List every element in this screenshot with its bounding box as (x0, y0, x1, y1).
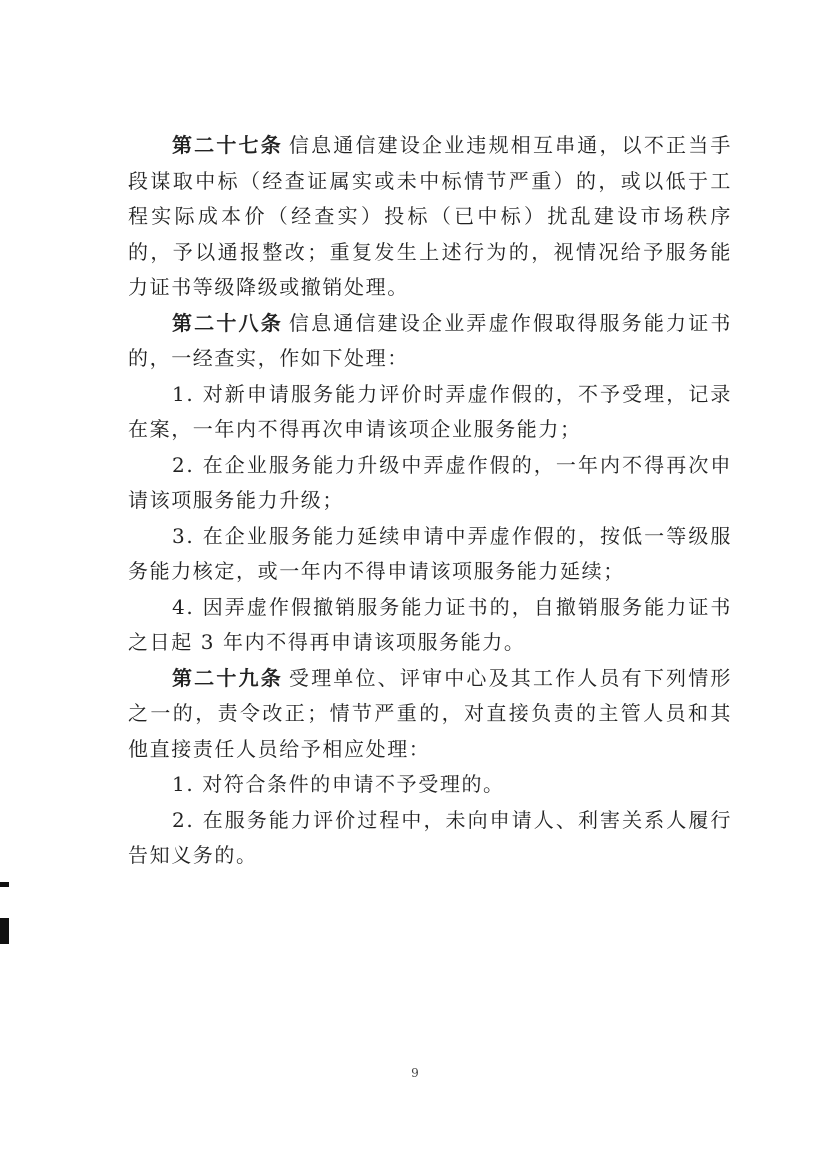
list-item-28-2 (128, 448, 732, 519)
list-item-28-3 (128, 519, 732, 590)
paragraph-text: 4. 因弄虚作假撤销服务能力证书的，自撤销服务能力证书之日起 3 年内不得再申请该项服务能力。 (128, 594, 732, 654)
scan-edge-mark (0, 918, 9, 944)
article-number: 第二十八条 (172, 310, 283, 335)
list-item-28-4 (128, 590, 732, 661)
paragraph-text: 信息通信建设企业违规相互串通，以不正当手段谋取中标（经查证属实或未中标情节严重）的，或以低于工程实际成本价（经查实）投标（已中标）扰乱建设市场秩序的，予以通报整改；重复发生上述行为的，视情况给予服务能力证书等级降级或撤销处理。 (128, 133, 733, 299)
paragraph-text: 3. 在企业服务能力延续申请中弄虚作假的，按低一等级服务能力核定，或一年内不得申请该项服务能力延续； (128, 523, 732, 583)
list-item-29-2 (128, 803, 732, 874)
paragraph-article-29 (128, 661, 732, 768)
list-item-28-1 (128, 377, 732, 448)
paragraph-text: 2. 在企业服务能力升级中弄虚作假的，一年内不得再次申请该项服务能力升级； (128, 452, 732, 512)
article-number: 第二十七条 (172, 133, 283, 157)
article-number: 第二十九条 (172, 665, 283, 690)
document-body (128, 128, 732, 874)
list-item-29-1 (128, 767, 732, 803)
paragraph-text: 1. 对符合条件的申请不予受理的。 (172, 772, 505, 796)
page-number: 9 (411, 1066, 419, 1080)
paragraph-text: 2. 在服务能力评价过程中，未向申请人、利害关系人履行告知义务的。 (128, 807, 732, 867)
paragraph-article-27 (128, 128, 732, 306)
paragraph-article-28 (128, 306, 732, 377)
scan-edge-mark (0, 882, 9, 887)
paragraph-text: 受理单位、评审中心及其工作人员有下列情形之一的，责令改正；情节严重的，对直接负责的主管人员和其他直接责任人员给予相应处理： (128, 665, 733, 761)
paragraph-text: 1. 对新申请服务能力评价时弄虚作假的，不予受理，记录在案，一年内不得再次申请该项企业服务能力； (128, 381, 732, 441)
paragraph-text: 信息通信建设企业弄虚作假取得服务能力证书的，一经查实，作如下处理： (128, 310, 733, 370)
